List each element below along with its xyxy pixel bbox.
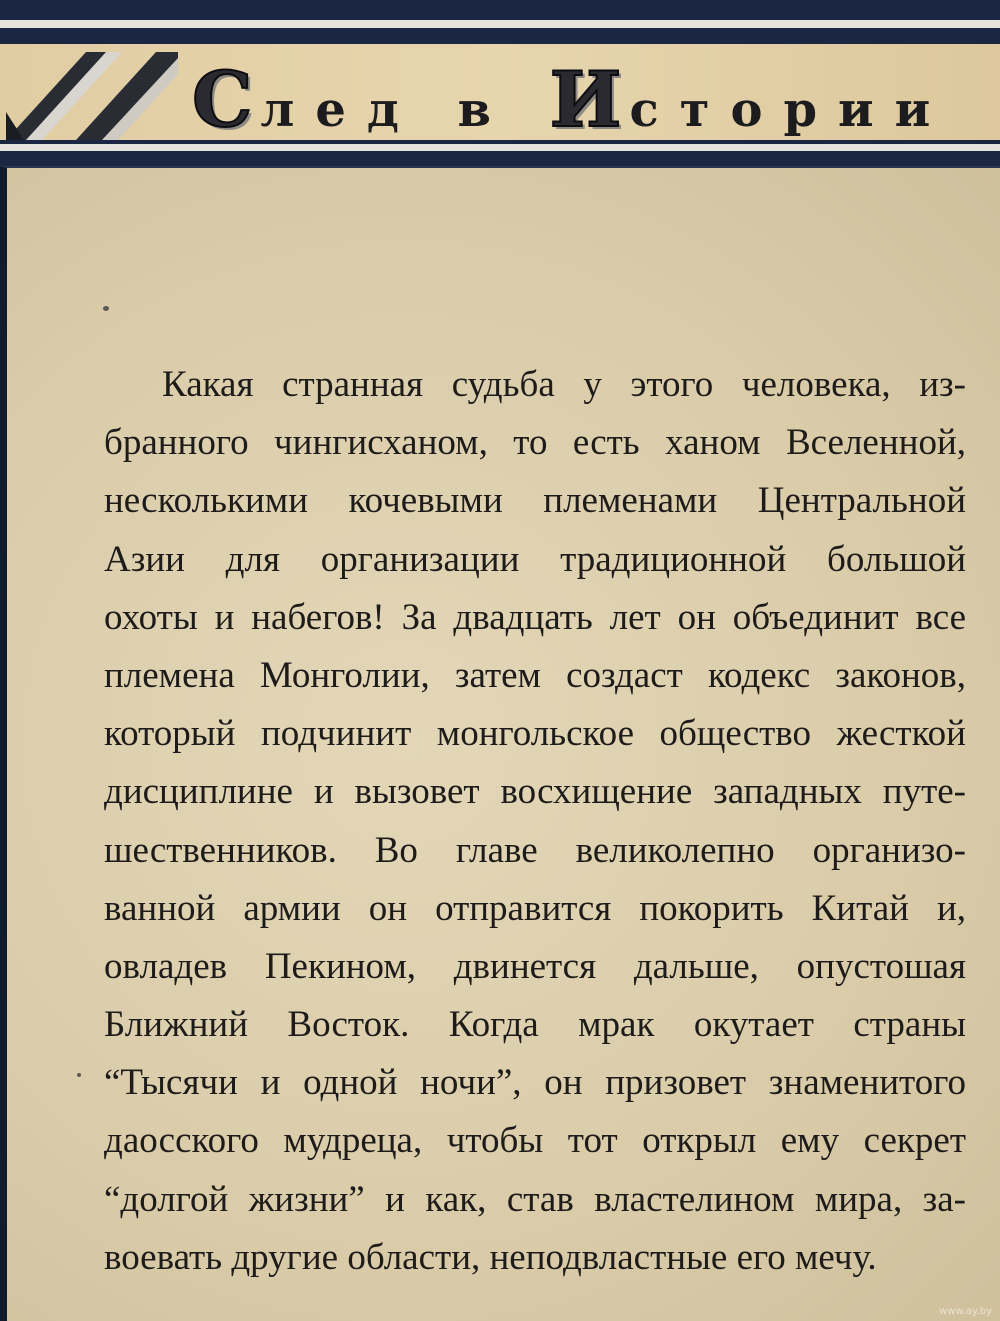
series-header-band (0, 40, 1000, 144)
series-logo-mark (6, 52, 178, 140)
mid-navy-stripe (0, 151, 1000, 166)
series-title-word: стории (629, 82, 952, 138)
text-page (0, 166, 1000, 1321)
series-title-word: в (457, 82, 512, 138)
text-line: воевать другие области, неподвластные его мечу. (104, 1236, 877, 1278)
mid-light-stripe (0, 144, 1000, 151)
text-line: Какая странная судьба у этого человека, из- (162, 364, 966, 405)
paper-speck (77, 1073, 81, 1077)
text-line: охоты и набегов! За двадцать лет он объединит все (104, 596, 966, 638)
text-line: племена Монголии, затем создаст кодекс законов, (104, 654, 966, 696)
text-line: который подчинит монгольское общество жесткой (104, 713, 966, 755)
text-line: “долгой жизни” и как, став властелином мира, за- (104, 1178, 966, 1220)
text-line: бранного чингисханом, то есть ханом Вселенной, (104, 422, 966, 464)
text-line: шественников. Во главе великолепно организо- (104, 829, 966, 871)
text-line: даосского мудреца, чтобы тот открыл ему секрет (104, 1120, 966, 1162)
top-navy-stripe (0, 0, 1000, 20)
watermark-text: www.ay.by (939, 1306, 992, 1317)
series-title-initial: И (549, 55, 630, 144)
top-navy-thin-stripe (0, 28, 1000, 34)
text-line: ванной армии он отправится покорить Китай и, (104, 887, 966, 929)
series-title (192, 55, 1000, 144)
series-title-word: лед (260, 82, 420, 138)
text-line: несколькими кочевыми племенами Центральной (104, 480, 966, 522)
paper-speck (103, 306, 109, 311)
top-light-stripe (0, 20, 1000, 28)
text-line: Азии для организации традиционной большой (104, 538, 966, 580)
text-line: дисциплине и вызовет восхищение западных путе- (104, 771, 966, 813)
body-paragraph (104, 356, 966, 1287)
series-title-initial: С (192, 55, 261, 144)
text-line: Ближний Восток. Когда мрак окутает страны (104, 1004, 966, 1046)
text-line: “Тысячи и одной ночи”, он призовет знаменитого (104, 1062, 966, 1104)
text-line: овладев Пекином, двинется дальше, опустошая (104, 945, 966, 987)
